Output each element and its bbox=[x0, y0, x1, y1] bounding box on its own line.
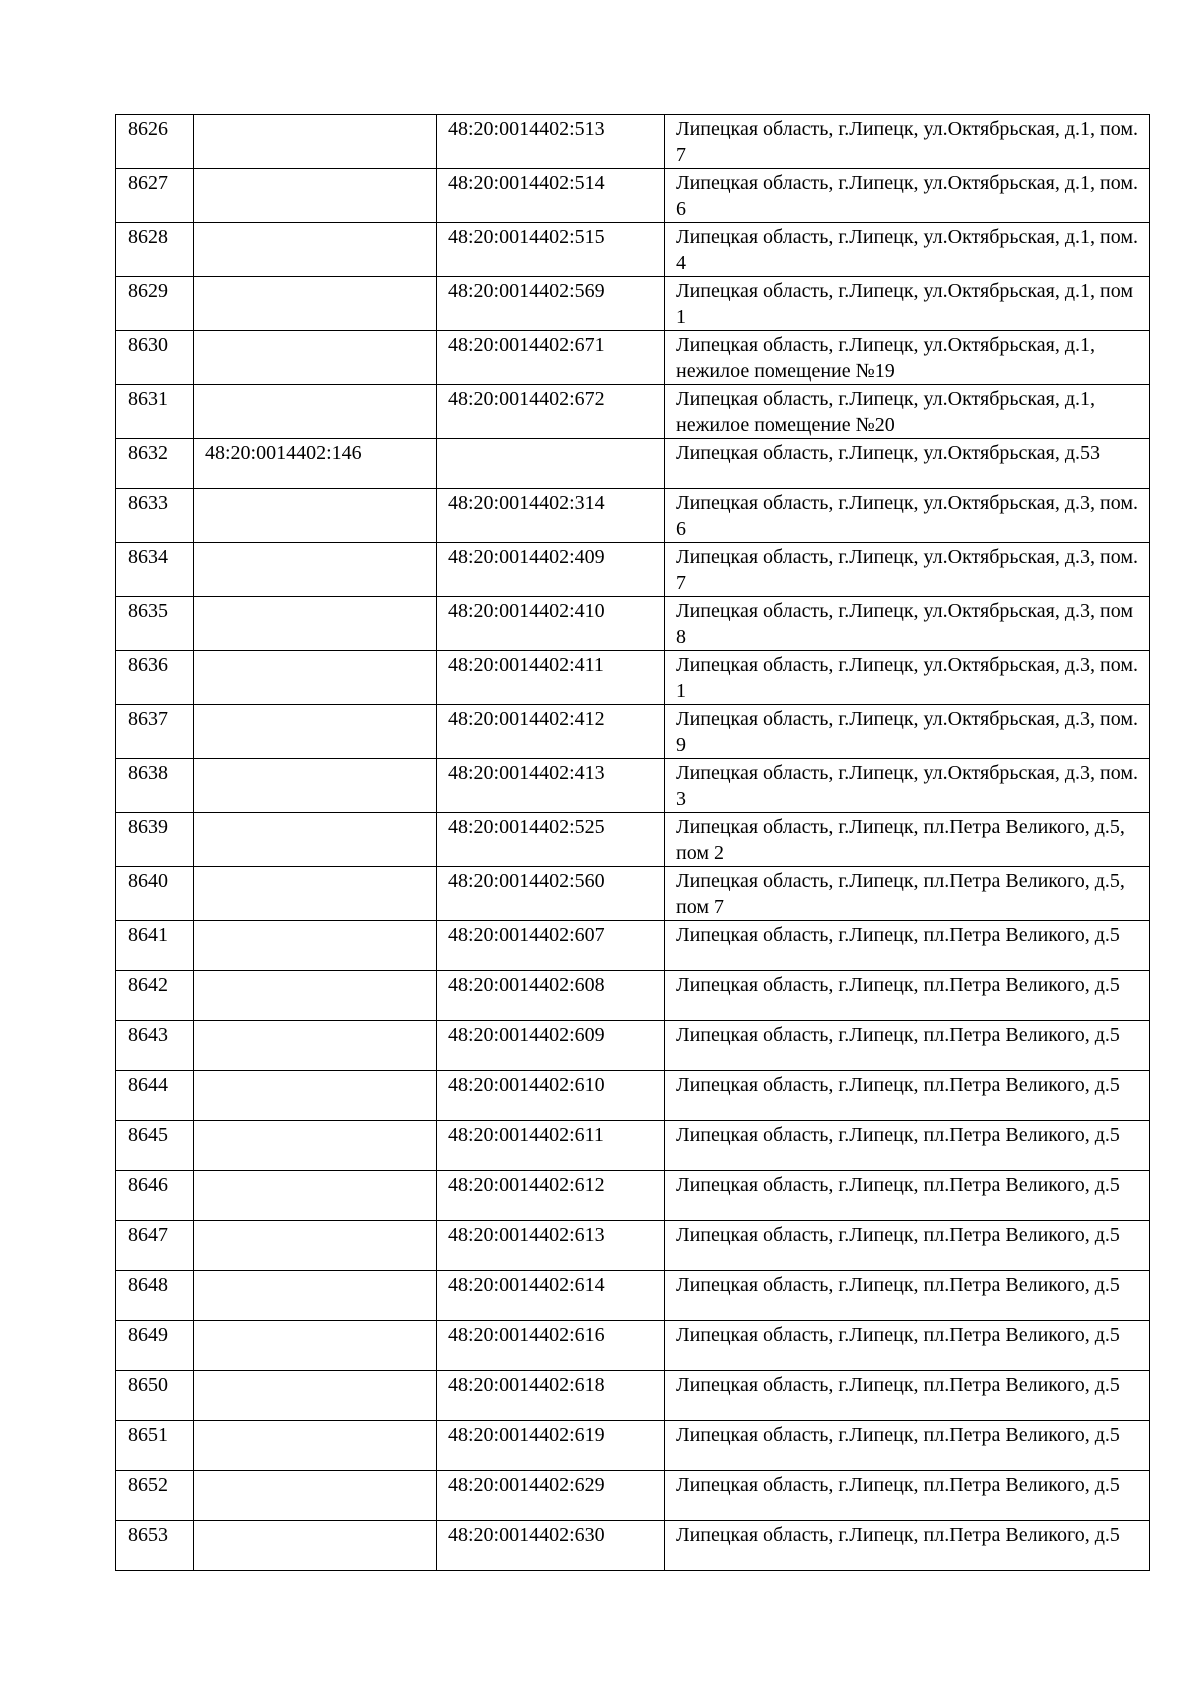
address-cell bbox=[665, 223, 1150, 277]
row-number-cell-text: 8633 bbox=[128, 492, 168, 514]
address-cell-text: Липецкая область, г.Липецк, ул.Октябрьская, д.1, нежилое помещение №20 bbox=[676, 388, 1096, 436]
row-number-cell bbox=[116, 543, 194, 597]
row-number-cell bbox=[116, 439, 194, 489]
address-cell bbox=[665, 1021, 1150, 1071]
premises-cadastral-cell-text: 48:20:0014402:569 bbox=[448, 280, 605, 302]
premises-cadastral-cell-text: 48:20:0014402:513 bbox=[448, 118, 605, 140]
parcel-cadastral-cell bbox=[194, 1121, 437, 1171]
parcel-cadastral-cell bbox=[194, 489, 437, 543]
premises-cadastral-cell-text: 48:20:0014402:413 bbox=[448, 762, 605, 784]
table-row bbox=[116, 1471, 1150, 1521]
row-number-cell-text: 8640 bbox=[128, 870, 168, 892]
address-cell bbox=[665, 1371, 1150, 1421]
premises-cadastral-cell-text: 48:20:0014402:410 bbox=[448, 600, 605, 622]
premises-cadastral-cell-text: 48:20:0014402:610 bbox=[448, 1074, 605, 1096]
table-row bbox=[116, 1421, 1150, 1471]
premises-cadastral-cell bbox=[437, 1371, 665, 1421]
row-number-cell-text: 8631 bbox=[128, 388, 168, 410]
row-number-cell-text: 8648 bbox=[128, 1274, 168, 1296]
parcel-cadastral-cell-text bbox=[205, 813, 430, 814]
address-cell bbox=[665, 331, 1150, 385]
address-cell bbox=[665, 921, 1150, 971]
parcel-cadastral-cell-text bbox=[205, 651, 430, 652]
row-number-cell bbox=[116, 1021, 194, 1071]
premises-cadastral-cell-text: 48:20:0014402:314 bbox=[448, 492, 605, 514]
row-number-cell bbox=[116, 971, 194, 1021]
parcel-cadastral-cell bbox=[194, 169, 437, 223]
parcel-cadastral-cell-text bbox=[205, 705, 430, 706]
premises-cadastral-cell bbox=[437, 385, 665, 439]
address-cell bbox=[665, 1271, 1150, 1321]
parcel-cadastral-cell-text bbox=[205, 1421, 430, 1422]
address-cell-text: Липецкая область, г.Липецк, ул.Октябрьская, д.3, пом. 7 bbox=[676, 546, 1139, 594]
parcel-cadastral-cell bbox=[194, 223, 437, 277]
table-row bbox=[116, 1371, 1150, 1421]
premises-cadastral-cell bbox=[437, 759, 665, 813]
address-cell bbox=[665, 651, 1150, 705]
address-cell bbox=[665, 867, 1150, 921]
parcel-cadastral-cell-text bbox=[205, 115, 430, 116]
row-number-cell bbox=[116, 331, 194, 385]
row-number-cell bbox=[116, 921, 194, 971]
premises-cadastral-cell bbox=[437, 115, 665, 169]
address-cell-text: Липецкая область, г.Липецк, пл.Петра Великого, д.5 bbox=[676, 1174, 1120, 1196]
table-row bbox=[116, 1271, 1150, 1321]
table-row bbox=[116, 921, 1150, 971]
row-number-cell-text: 8652 bbox=[128, 1474, 168, 1496]
table-row bbox=[116, 331, 1150, 385]
parcel-cadastral-cell-text bbox=[205, 385, 430, 386]
address-cell bbox=[665, 1521, 1150, 1571]
table-row bbox=[116, 277, 1150, 331]
parcel-cadastral-cell-text bbox=[205, 331, 430, 332]
premises-cadastral-cell bbox=[437, 1071, 665, 1121]
parcel-cadastral-cell-text bbox=[205, 169, 430, 170]
table-row bbox=[116, 1121, 1150, 1171]
parcel-cadastral-cell-text bbox=[205, 1221, 430, 1222]
address-cell-text: Липецкая область, г.Липецк, пл.Петра Великого, д.5 bbox=[676, 1474, 1120, 1496]
row-number-cell-text: 8653 bbox=[128, 1524, 168, 1546]
premises-cadastral-cell-text: 48:20:0014402:608 bbox=[448, 974, 605, 996]
row-number-cell bbox=[116, 169, 194, 223]
address-cell-text: Липецкая область, г.Липецк, ул.Октябрьская, д.3, пом 8 bbox=[676, 600, 1134, 648]
address-cell-text: Липецкая область, г.Липецк, пл.Петра Великого, д.5 bbox=[676, 924, 1120, 946]
address-cell-text: Липецкая область, г.Липецк, ул.Октябрьская, д.1, нежилое помещение №19 bbox=[676, 334, 1096, 382]
row-number-cell bbox=[116, 1421, 194, 1471]
parcel-cadastral-cell-text bbox=[205, 1121, 430, 1122]
table-row bbox=[116, 169, 1150, 223]
table-body bbox=[116, 115, 1150, 1571]
parcel-cadastral-cell bbox=[194, 971, 437, 1021]
row-number-cell-text: 8636 bbox=[128, 654, 168, 676]
row-number-cell-text: 8635 bbox=[128, 600, 168, 622]
parcel-cadastral-cell bbox=[194, 1521, 437, 1571]
parcel-cadastral-cell bbox=[194, 759, 437, 813]
parcel-cadastral-cell-text bbox=[205, 1471, 430, 1472]
row-number-cell bbox=[116, 867, 194, 921]
row-number-cell bbox=[116, 1171, 194, 1221]
parcel-cadastral-cell-text bbox=[205, 1321, 430, 1322]
premises-cadastral-cell bbox=[437, 1471, 665, 1521]
parcel-cadastral-cell-text bbox=[205, 1071, 430, 1072]
row-number-cell bbox=[116, 597, 194, 651]
row-number-cell bbox=[116, 813, 194, 867]
row-number-cell bbox=[116, 115, 194, 169]
address-cell bbox=[665, 1221, 1150, 1271]
parcel-cadastral-cell bbox=[194, 1371, 437, 1421]
row-number-cell-text: 8638 bbox=[128, 762, 168, 784]
table-row bbox=[116, 543, 1150, 597]
address-cell bbox=[665, 169, 1150, 223]
premises-cadastral-cell bbox=[437, 1521, 665, 1571]
premises-cadastral-cell-text: 48:20:0014402:514 bbox=[448, 172, 605, 194]
address-cell-text: Липецкая область, г.Липецк, ул.Октябрьская, д.3, пом. 3 bbox=[676, 762, 1139, 810]
row-number-cell-text: 8628 bbox=[128, 226, 168, 248]
row-number-cell-text: 8650 bbox=[128, 1374, 168, 1396]
row-number-cell bbox=[116, 1121, 194, 1171]
address-cell-text: Липецкая область, г.Липецк, пл.Петра Великого, д.5 bbox=[676, 1274, 1120, 1296]
table-row bbox=[116, 1321, 1150, 1371]
parcel-cadastral-cell bbox=[194, 867, 437, 921]
address-cell bbox=[665, 1421, 1150, 1471]
premises-cadastral-cell-text bbox=[448, 439, 658, 440]
row-number-cell bbox=[116, 1371, 194, 1421]
parcel-cadastral-cell-text bbox=[205, 1371, 430, 1372]
premises-cadastral-cell-text: 48:20:0014402:525 bbox=[448, 816, 605, 838]
parcel-cadastral-cell-text bbox=[205, 1521, 430, 1522]
premises-cadastral-cell-text: 48:20:0014402:560 bbox=[448, 870, 605, 892]
premises-cadastral-cell bbox=[437, 1271, 665, 1321]
row-number-cell bbox=[116, 1071, 194, 1121]
parcel-cadastral-cell-text bbox=[205, 597, 430, 598]
address-cell-text: Липецкая область, г.Липецк, пл.Петра Великого, д.5 bbox=[676, 1224, 1120, 1246]
row-number-cell bbox=[116, 385, 194, 439]
row-number-cell-text: 8642 bbox=[128, 974, 168, 996]
premises-cadastral-cell bbox=[437, 651, 665, 705]
parcel-cadastral-cell bbox=[194, 439, 437, 489]
address-cell-text: Липецкая область, г.Липецк, пл.Петра Великого, д.5, пом 2 bbox=[676, 816, 1125, 864]
premises-cadastral-cell-text: 48:20:0014402:409 bbox=[448, 546, 605, 568]
table-row bbox=[116, 867, 1150, 921]
parcel-cadastral-cell bbox=[194, 705, 437, 759]
parcel-cadastral-cell bbox=[194, 277, 437, 331]
parcel-cadastral-cell bbox=[194, 1171, 437, 1221]
address-cell-text: Липецкая область, г.Липецк, ул.Октябрьская, д.3, пом. 1 bbox=[676, 654, 1139, 702]
address-cell-text: Липецкая область, г.Липецк, пл.Петра Великого, д.5 bbox=[676, 1074, 1120, 1096]
property-register-table bbox=[115, 114, 1150, 1571]
address-cell bbox=[665, 439, 1150, 489]
address-cell bbox=[665, 813, 1150, 867]
row-number-cell-text: 8646 bbox=[128, 1174, 168, 1196]
premises-cadastral-cell-text: 48:20:0014402:619 bbox=[448, 1424, 605, 1446]
parcel-cadastral-cell-text bbox=[205, 921, 430, 922]
premises-cadastral-cell bbox=[437, 1121, 665, 1171]
address-cell bbox=[665, 1071, 1150, 1121]
premises-cadastral-cell-text: 48:20:0014402:616 bbox=[448, 1324, 605, 1346]
table-row bbox=[116, 385, 1150, 439]
address-cell-text: Липецкая область, г.Липецк, ул.Октябрьская, д.3, пом. 6 bbox=[676, 492, 1139, 540]
parcel-cadastral-cell bbox=[194, 1221, 437, 1271]
row-number-cell bbox=[116, 1271, 194, 1321]
table-row bbox=[116, 597, 1150, 651]
parcel-cadastral-cell-text: 48:20:0014402:146 bbox=[205, 442, 362, 464]
parcel-cadastral-cell-text bbox=[205, 759, 430, 760]
premises-cadastral-cell bbox=[437, 597, 665, 651]
parcel-cadastral-cell bbox=[194, 1421, 437, 1471]
address-cell bbox=[665, 1321, 1150, 1371]
table-row bbox=[116, 115, 1150, 169]
table-row bbox=[116, 223, 1150, 277]
address-cell bbox=[665, 705, 1150, 759]
address-cell-text: Липецкая область, г.Липецк, ул.Октябрьская, д.3, пом. 9 bbox=[676, 708, 1139, 756]
premises-cadastral-cell bbox=[437, 971, 665, 1021]
address-cell-text: Липецкая область, г.Липецк, пл.Петра Великого, д.5 bbox=[676, 1324, 1120, 1346]
premises-cadastral-cell-text: 48:20:0014402:611 bbox=[448, 1124, 604, 1146]
address-cell-text: Липецкая область, г.Липецк, пл.Петра Великого, д.5 bbox=[676, 1374, 1120, 1396]
address-cell bbox=[665, 115, 1150, 169]
table-row bbox=[116, 759, 1150, 813]
row-number-cell bbox=[116, 1521, 194, 1571]
premises-cadastral-cell-text: 48:20:0014402:671 bbox=[448, 334, 605, 356]
parcel-cadastral-cell bbox=[194, 597, 437, 651]
table-row bbox=[116, 1221, 1150, 1271]
parcel-cadastral-cell bbox=[194, 813, 437, 867]
premises-cadastral-cell-text: 48:20:0014402:411 bbox=[448, 654, 604, 676]
premises-cadastral-cell-text: 48:20:0014402:672 bbox=[448, 388, 605, 410]
row-number-cell-text: 8647 bbox=[128, 1224, 168, 1246]
parcel-cadastral-cell bbox=[194, 1471, 437, 1521]
row-number-cell bbox=[116, 223, 194, 277]
table-row bbox=[116, 1521, 1150, 1571]
row-number-cell-text: 8643 bbox=[128, 1024, 168, 1046]
table-row bbox=[116, 489, 1150, 543]
parcel-cadastral-cell bbox=[194, 115, 437, 169]
row-number-cell-text: 8641 bbox=[128, 924, 168, 946]
parcel-cadastral-cell bbox=[194, 1021, 437, 1071]
row-number-cell bbox=[116, 277, 194, 331]
table-row bbox=[116, 1021, 1150, 1071]
row-number-cell bbox=[116, 651, 194, 705]
table-row bbox=[116, 439, 1150, 489]
row-number-cell-text: 8632 bbox=[128, 442, 168, 464]
address-cell bbox=[665, 971, 1150, 1021]
address-cell-text: Липецкая область, г.Липецк, ул.Октябрьская, д.1, пом. 7 bbox=[676, 118, 1139, 166]
premises-cadastral-cell bbox=[437, 277, 665, 331]
premises-cadastral-cell-text: 48:20:0014402:515 bbox=[448, 226, 605, 248]
row-number-cell bbox=[116, 1471, 194, 1521]
premises-cadastral-cell bbox=[437, 705, 665, 759]
premises-cadastral-cell bbox=[437, 921, 665, 971]
row-number-cell-text: 8639 bbox=[128, 816, 168, 838]
parcel-cadastral-cell bbox=[194, 651, 437, 705]
premises-cadastral-cell bbox=[437, 1221, 665, 1271]
row-number-cell bbox=[116, 1221, 194, 1271]
premises-cadastral-cell bbox=[437, 1421, 665, 1471]
parcel-cadastral-cell bbox=[194, 543, 437, 597]
address-cell-text: Липецкая область, г.Липецк, пл.Петра Великого, д.5 bbox=[676, 1124, 1120, 1146]
row-number-cell bbox=[116, 1321, 194, 1371]
row-number-cell-text: 8634 bbox=[128, 546, 168, 568]
premises-cadastral-cell-text: 48:20:0014402:613 bbox=[448, 1224, 605, 1246]
row-number-cell-text: 8649 bbox=[128, 1324, 168, 1346]
parcel-cadastral-cell-text bbox=[205, 1021, 430, 1022]
table-row bbox=[116, 651, 1150, 705]
address-cell bbox=[665, 385, 1150, 439]
address-cell bbox=[665, 759, 1150, 813]
parcel-cadastral-cell bbox=[194, 1321, 437, 1371]
parcel-cadastral-cell bbox=[194, 1271, 437, 1321]
premises-cadastral-cell-text: 48:20:0014402:618 bbox=[448, 1374, 605, 1396]
table-row bbox=[116, 813, 1150, 867]
premises-cadastral-cell-text: 48:20:0014402:607 bbox=[448, 924, 605, 946]
address-cell-text: Липецкая область, г.Липецк, ул.Октябрьская, д.1, пом. 6 bbox=[676, 172, 1139, 220]
row-number-cell-text: 8644 bbox=[128, 1074, 168, 1096]
parcel-cadastral-cell bbox=[194, 1071, 437, 1121]
premises-cadastral-cell bbox=[437, 1321, 665, 1371]
parcel-cadastral-cell-text bbox=[205, 867, 430, 868]
row-number-cell-text: 8637 bbox=[128, 708, 168, 730]
premises-cadastral-cell bbox=[437, 1171, 665, 1221]
address-cell-text: Липецкая область, г.Липецк, ул.Октябрьская, д.1, пом 1 bbox=[676, 280, 1134, 328]
row-number-cell bbox=[116, 759, 194, 813]
address-cell-text: Липецкая область, г.Липецк, пл.Петра Великого, д.5 bbox=[676, 974, 1120, 996]
premises-cadastral-cell-text: 48:20:0014402:612 bbox=[448, 1174, 605, 1196]
row-number-cell-text: 8645 bbox=[128, 1124, 168, 1146]
address-cell-text: Липецкая область, г.Липецк, ул.Октябрьская, д.1, пом. 4 bbox=[676, 226, 1139, 274]
address-cell-text: Липецкая область, г.Липецк, пл.Петра Великого, д.5 bbox=[676, 1524, 1120, 1546]
row-number-cell-text: 8630 bbox=[128, 334, 168, 356]
table-row bbox=[116, 705, 1150, 759]
address-cell-text: Липецкая область, г.Липецк, пл.Петра Великого, д.5 bbox=[676, 1024, 1120, 1046]
parcel-cadastral-cell bbox=[194, 921, 437, 971]
address-cell bbox=[665, 1121, 1150, 1171]
row-number-cell-text: 8651 bbox=[128, 1424, 168, 1446]
address-cell-text: Липецкая область, г.Липецк, пл.Петра Великого, д.5, пом 7 bbox=[676, 870, 1125, 918]
table-row bbox=[116, 1171, 1150, 1221]
parcel-cadastral-cell-text bbox=[205, 1171, 430, 1172]
row-number-cell-text: 8626 bbox=[128, 118, 168, 140]
address-cell bbox=[665, 277, 1150, 331]
parcel-cadastral-cell bbox=[194, 331, 437, 385]
row-number-cell-text: 8629 bbox=[128, 280, 168, 302]
table-row bbox=[116, 1071, 1150, 1121]
address-cell-text: Липецкая область, г.Липецк, пл.Петра Великого, д.5 bbox=[676, 1424, 1120, 1446]
premises-cadastral-cell bbox=[437, 543, 665, 597]
row-number-cell bbox=[116, 489, 194, 543]
parcel-cadastral-cell-text bbox=[205, 489, 430, 490]
parcel-cadastral-cell-text bbox=[205, 223, 430, 224]
premises-cadastral-cell-text: 48:20:0014402:614 bbox=[448, 1274, 605, 1296]
parcel-cadastral-cell bbox=[194, 385, 437, 439]
premises-cadastral-cell-text: 48:20:0014402:609 bbox=[448, 1024, 605, 1046]
parcel-cadastral-cell-text bbox=[205, 971, 430, 972]
premises-cadastral-cell bbox=[437, 867, 665, 921]
address-cell bbox=[665, 543, 1150, 597]
table-row bbox=[116, 971, 1150, 1021]
parcel-cadastral-cell-text bbox=[205, 543, 430, 544]
premises-cadastral-cell bbox=[437, 813, 665, 867]
address-cell bbox=[665, 597, 1150, 651]
premises-cadastral-cell bbox=[437, 169, 665, 223]
premises-cadastral-cell bbox=[437, 1021, 665, 1071]
premises-cadastral-cell bbox=[437, 489, 665, 543]
row-number-cell-text: 8627 bbox=[128, 172, 168, 194]
premises-cadastral-cell-text: 48:20:0014402:629 bbox=[448, 1474, 605, 1496]
premises-cadastral-cell bbox=[437, 439, 665, 489]
premises-cadastral-cell-text: 48:20:0014402:630 bbox=[448, 1524, 605, 1546]
premises-cadastral-cell bbox=[437, 223, 665, 277]
address-cell-text: Липецкая область, г.Липецк, ул.Октябрьская, д.53 bbox=[676, 442, 1101, 464]
premises-cadastral-cell bbox=[437, 331, 665, 385]
parcel-cadastral-cell-text bbox=[205, 277, 430, 278]
address-cell bbox=[665, 1171, 1150, 1221]
parcel-cadastral-cell-text bbox=[205, 1271, 430, 1272]
premises-cadastral-cell-text: 48:20:0014402:412 bbox=[448, 708, 605, 730]
address-cell bbox=[665, 489, 1150, 543]
address-cell bbox=[665, 1471, 1150, 1521]
row-number-cell bbox=[116, 705, 194, 759]
